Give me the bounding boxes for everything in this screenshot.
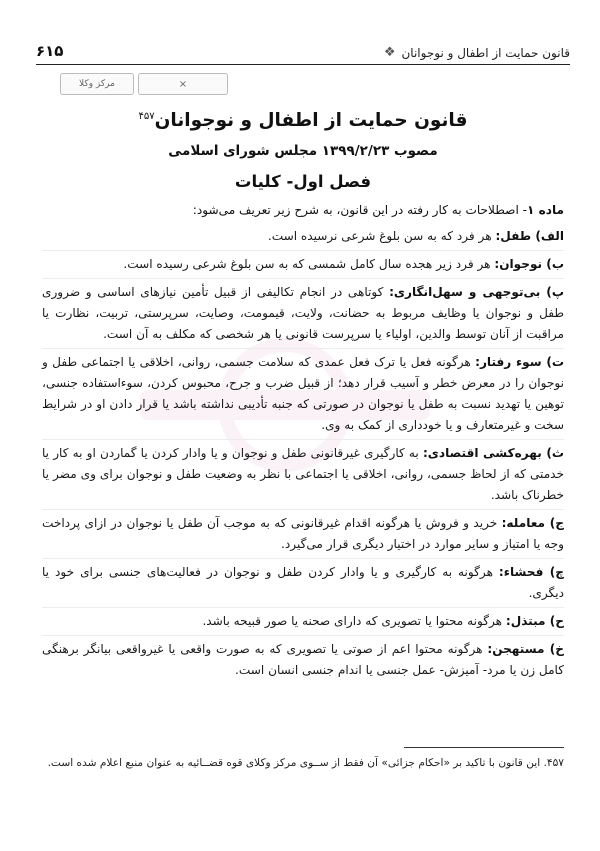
chapter-heading: فصل اول- کلیات <box>234 172 372 192</box>
definition-label: چ) فحشاء: <box>498 565 564 580</box>
definition-label: ب) نوجوان: <box>494 257 564 272</box>
close-tab-button[interactable]: × <box>138 73 228 95</box>
definitions-list <box>42 223 564 684</box>
definition-text: هرگونه فعل یا ترک فعل عمدی که سلامت جسمی، روانی، اخلاقی یا اجتماعی طفل و نوجوان را در معرض خطر و آسیب قرار دهد؛ از قبیل ضرب و جرح، محبوس کردن، سوءاستفاده جنسی، توهین یا تهدید نسبت به طفل یا نوجوان در صورتی که جنبه تأدیبی نداشته باشد یا قرار دادن او در شرایط سخت و غیرمتعارف و یا خودداری از کمک به وی. <box>42 355 564 433</box>
definition-label: ت) سوء رفتار: <box>475 355 564 370</box>
definition-label: ح) مبتذل: <box>505 614 564 629</box>
definition-item <box>42 279 564 349</box>
footnote-divider <box>404 747 564 748</box>
definition-item <box>42 510 564 559</box>
definition-item <box>42 608 564 636</box>
definition-item <box>42 440 564 510</box>
definition-text: هرگونه محتوا یا تصویری که دارای صحنه یا صور قبیحه باشد. <box>202 614 506 629</box>
law-title <box>42 104 564 134</box>
page-number: ۶۱۵ <box>36 42 64 60</box>
approval-line: مصوب ۱۳۹۹/۲/۲۳ مجلس شورای اسلامی <box>168 143 438 160</box>
definition-item <box>42 251 564 279</box>
tab-lawyers-center[interactable]: مرکز وکلا <box>60 73 134 95</box>
running-header <box>36 38 570 65</box>
definition-item <box>42 636 564 684</box>
footnote-reference[interactable]: ۴۵۷ <box>138 111 155 122</box>
definition-text: هرگونه به کارگیری و یا وادار کردن طفل و نوجوان در فعالیت‌های جنسی برای خود یا دیگری. <box>42 565 564 601</box>
law-title-text: قانون حمایت از اطفال و نوجوانان <box>154 110 468 132</box>
definition-text: هرگونه محتوا اعم از صوتی یا تصویری که به صورت واقعی یا غیرواقعی بیانگر برهنگی کامل زن یا مرد- آمیزش- عمل جنسی یا اندام جنسی انسان است. <box>42 642 564 678</box>
book-title: قانون حمایت از اطفال و نوجوانان <box>401 45 570 60</box>
definition-label: الف) طفل: <box>495 229 564 244</box>
footnote: ۴۵۷. این قانون با تاکید بر «احکام جزائی» آن فقط از ســوی مرکز وکلای قوه قضــائیه به عنوان منبع اعلام شده است. <box>47 757 564 769</box>
definition-label: ج) معامله: <box>501 516 565 531</box>
definition-item <box>42 349 564 440</box>
definition-text: به کارگیری غیرقانونی طفل و نوجوان و یا وادار کردن یا گماردن او به کار یا خدمتی که از لحاظ جسمی، روانی، اخلاقی یا اجتماعی با نظر به وضعیت طفل و نوجوان برای وی مضر یا خطرناک باشد. <box>42 446 564 503</box>
definition-label: پ) بی‌توجهی و سهل‌انگاری: <box>389 285 564 300</box>
definition-label: ث) بهره‌کشی اقتصادی: <box>422 446 564 461</box>
page-content <box>42 104 564 684</box>
article-1-intro <box>42 200 564 221</box>
definition-text: کوتاهی در انجام تکالیفی از قبیل تأمین نیازهای اساسی و ضروری طفل و نوجوان یا وظایف مربوط به حضانت، ولایت، قیمومت، وصایت، سرپرستی، تربیت، نظارت یا مراقبت از آنان توسط والدین، اولیاء یا سرپرست قانونی یا هر شخصی که مکلف به آن است. <box>42 285 564 342</box>
header-title-group <box>384 45 570 60</box>
definition-label: خ) مستهجن: <box>487 642 564 657</box>
tab-bar <box>60 73 228 95</box>
article-intro-text: - اصطلاحات به کار رفته در این قانون، به شرح زیر تعریف می‌شود: <box>192 203 528 218</box>
definition-text: خرید و فروش یا هرگونه اقدام غیرقانونی که به موجب آن طفل یا نوجوان در ازای پرداخت وجه یا امتیاز و سایر موارد در اختیار دیگری قرار می‌گیرد. <box>42 516 564 552</box>
definition-text: هر فرد که به سن بلوغ شرعی نرسیده است. <box>267 229 496 244</box>
definition-item <box>42 559 564 608</box>
definition-item <box>42 223 564 251</box>
definition-text: هر فرد زیر هجده سال کامل شمسی که به سن بلوغ شرعی رسیده است. <box>123 257 495 272</box>
article-label: ماده ۱ <box>527 203 564 218</box>
ornament-icon: ❖ <box>383 45 396 60</box>
